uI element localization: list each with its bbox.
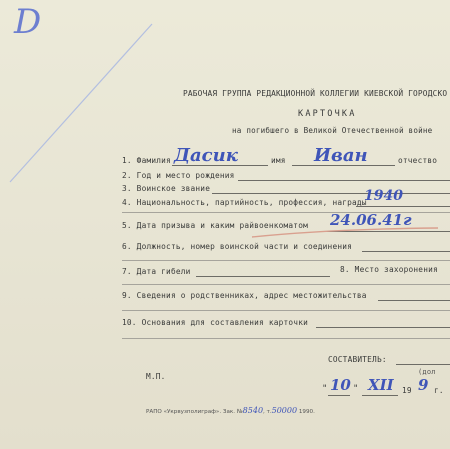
position-hint: (дол — [418, 368, 436, 376]
field-8-label: 8. Место захоронения — [340, 265, 438, 274]
printer-info — [146, 406, 315, 415]
field-1-surname-value: Дасик — [174, 145, 238, 166]
printer-order-hw: 8540 — [242, 406, 264, 415]
compiler-label: СОСТАВИТЕЛЬ: — [328, 355, 387, 364]
field-9-line-2 — [122, 310, 450, 311]
date-open-quote: " — [322, 384, 328, 394]
field-6-label: 6. Должность, номер воинской части и соединения — [122, 242, 353, 251]
field-1-name-value: Иван — [314, 145, 368, 166]
date-day: 10 — [330, 376, 351, 394]
field-1-label: 1. Фамилия — [122, 156, 171, 165]
header-title: КАРТОЧКА — [298, 109, 357, 119]
date-month-line — [362, 395, 398, 396]
field-9-line — [378, 300, 450, 301]
field-6-line — [362, 251, 450, 252]
field-1-patronymic-label: отчество — [398, 156, 438, 165]
compiler-line — [396, 364, 450, 365]
printer-year: 1990. — [297, 409, 315, 415]
field-8-line — [122, 284, 450, 285]
header-subtitle: на погибшего в Великой Отечественной войне — [232, 126, 433, 135]
printer-run-hw: 50000 — [271, 406, 298, 415]
field-1-name-label: имя — [271, 156, 286, 165]
field-5-label: 5. Дата призыва и каким райвоенкоматом — [122, 221, 308, 230]
date-suffix: г. — [434, 386, 444, 395]
stamp-label: М.П. — [146, 372, 166, 381]
field-4-label: 4. Национальность, партийность, профессия, награды — [122, 198, 367, 207]
date-month: XII — [368, 376, 394, 394]
field-9-label: 9. Сведения о родственниках, адрес местожительства — [122, 291, 367, 300]
field-2-label: 2. Год и место рождения — [122, 171, 235, 180]
corner-mark: D — [14, 2, 42, 42]
field-7-label: 7. Дата гибели — [122, 267, 191, 276]
date-close-quote: " — [353, 384, 359, 394]
field-5-value: 24.06.41г — [330, 211, 412, 229]
field-3-label: 3. Воинское звание — [122, 184, 211, 193]
field-10-line-2 — [122, 338, 450, 339]
field-4-value: 1940 — [364, 188, 403, 204]
field-10-label: 10. Основания для составления карточки — [122, 318, 308, 327]
date-year-hw: 9 — [418, 376, 429, 394]
field-10-line — [316, 327, 450, 328]
printer-text: РАПО «Укрвузполиграф». Зак. № — [146, 409, 243, 415]
field-6-line-2 — [122, 260, 450, 261]
header-org: РАБОЧАЯ ГРУППА РЕДАКЦИОННОЙ КОЛЛЕГИИ КИЕВСКОЙ ГОРОДСКО — [183, 89, 448, 98]
field-7-line — [196, 276, 330, 277]
date-year-prefix: 19 — [402, 386, 412, 395]
date-day-line — [328, 395, 350, 396]
printer-rest: , т. — [263, 409, 272, 415]
